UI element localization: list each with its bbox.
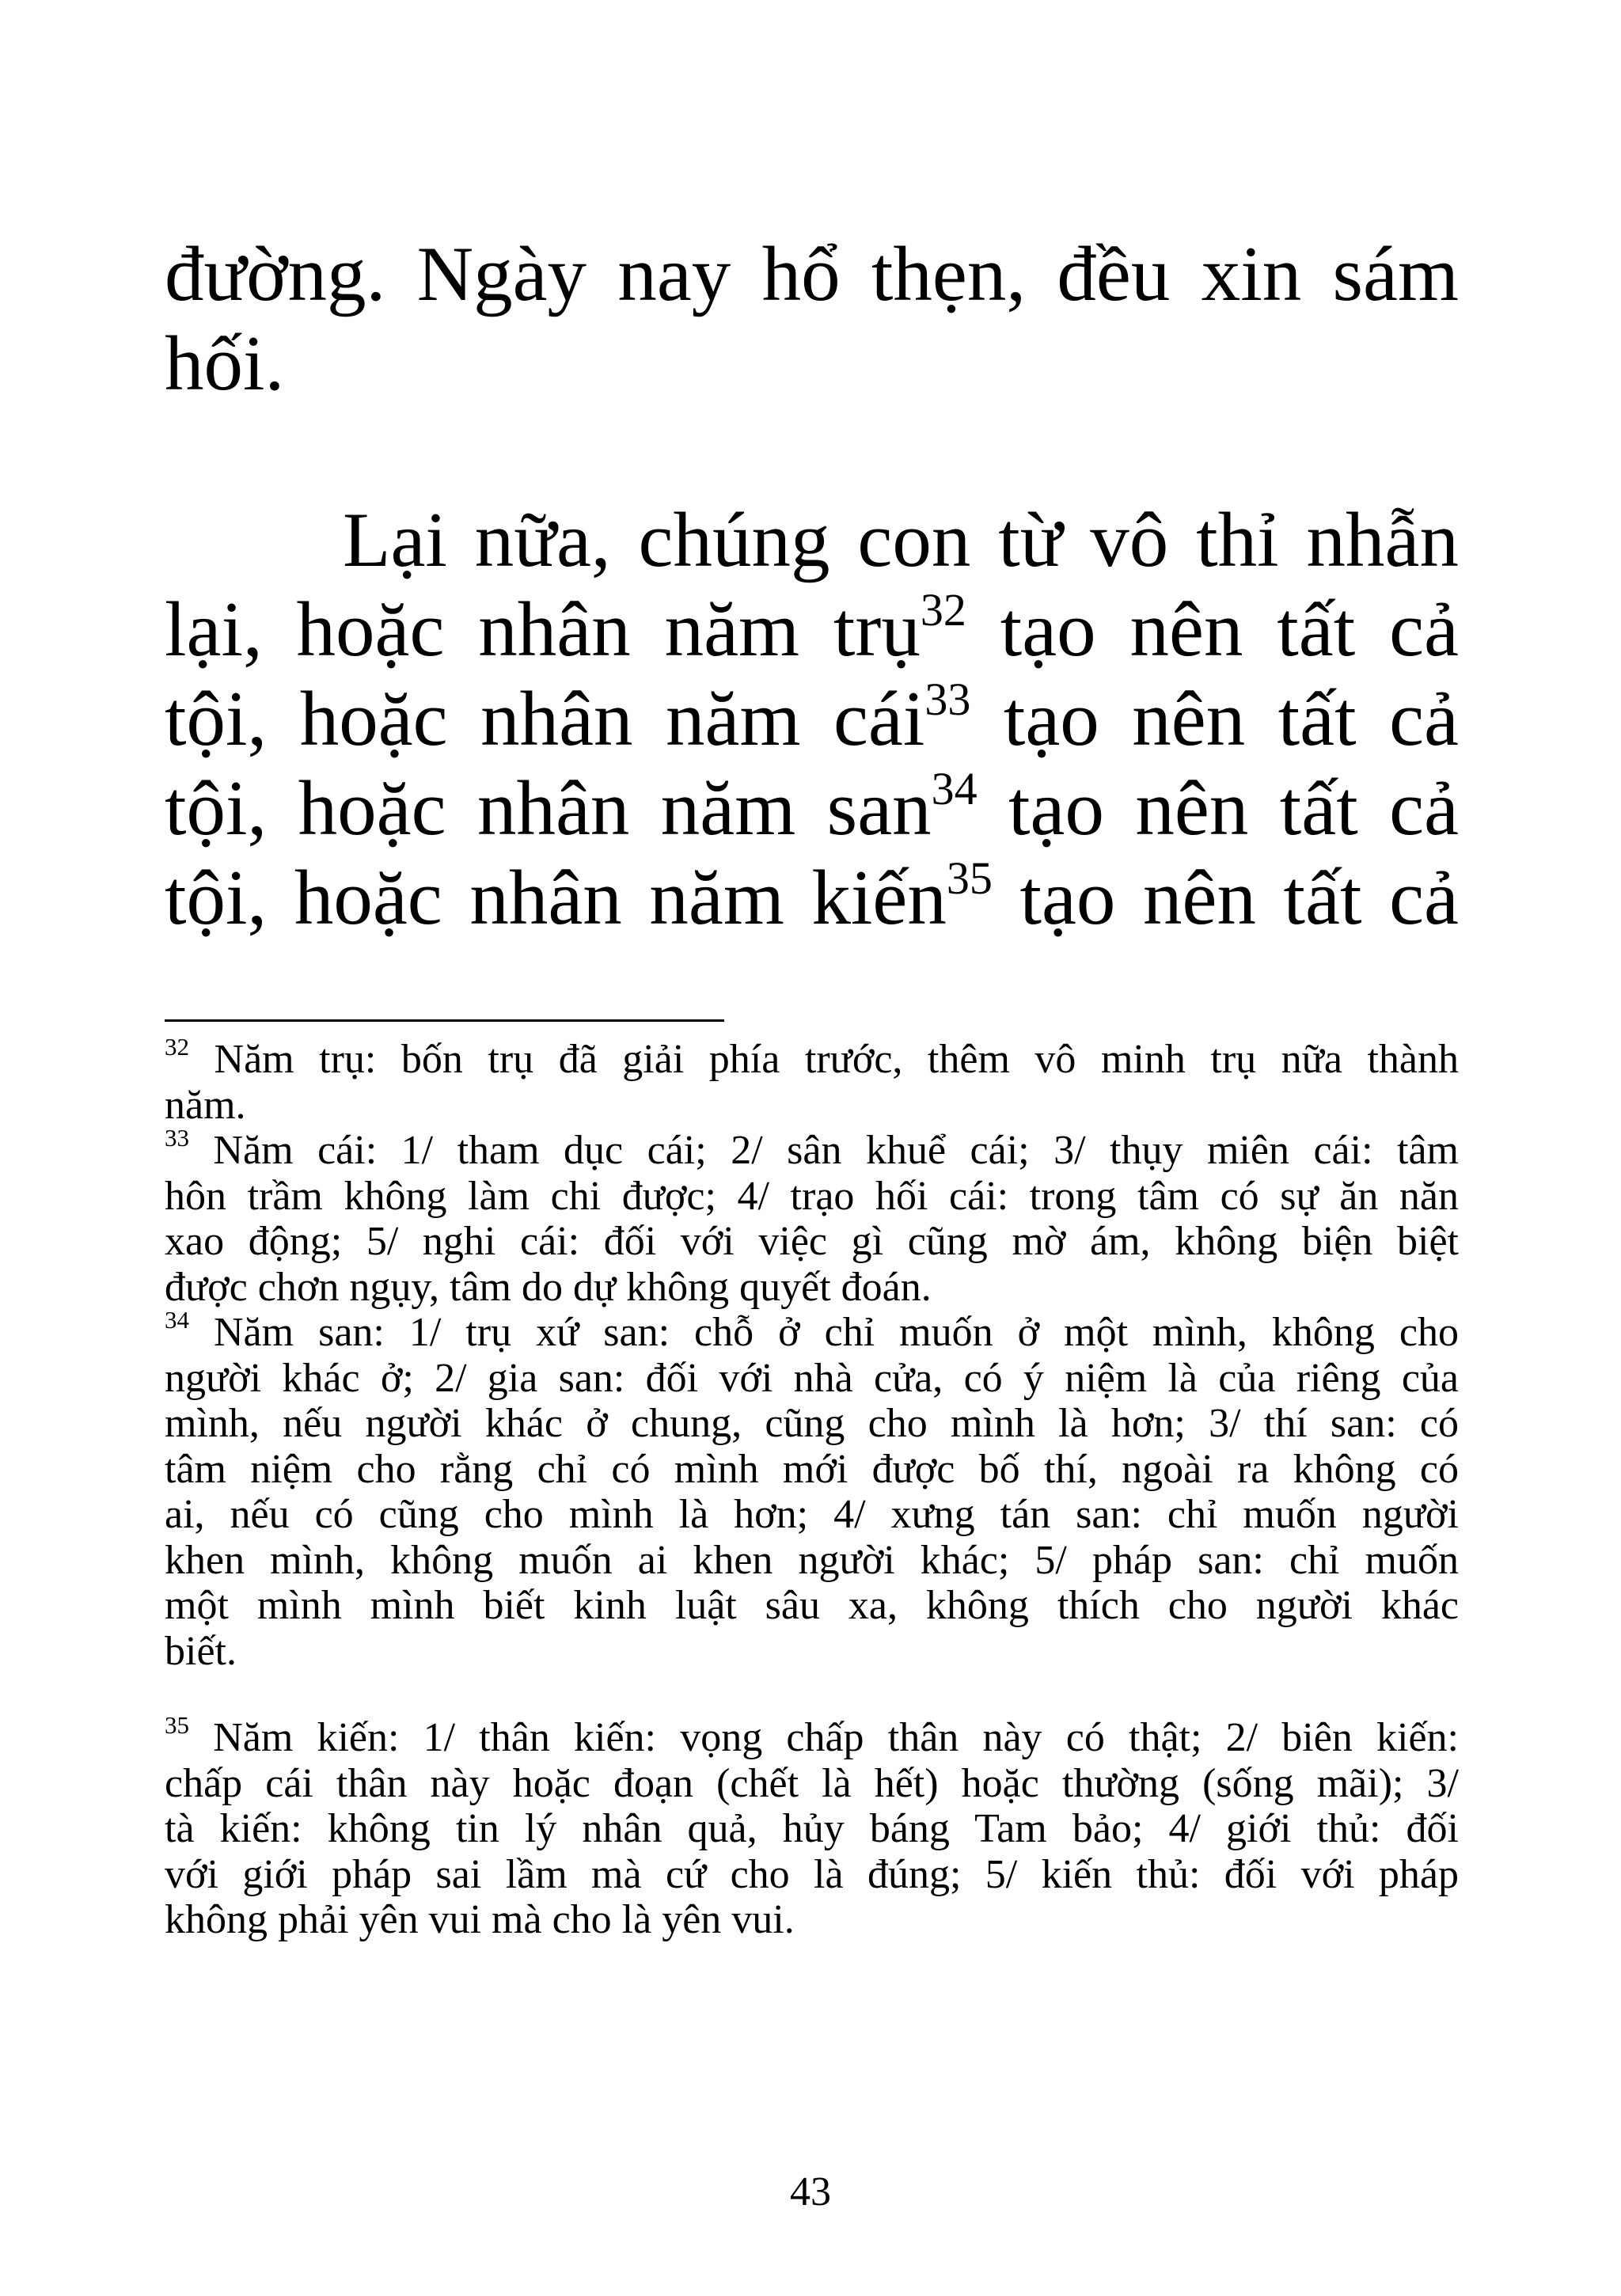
footnote-line: khen mình, không muốn ai khen người khác; 5/ pháp san: chỉ muốn (165, 1537, 1459, 1583)
footnote-ref-33: 33 (924, 674, 971, 725)
footnote-text: Năm cái: 1/ tham dục cái; 2/ sân khuể cái; 3/ thụy miên cái: tâm (189, 1128, 1459, 1173)
footnote-line: người khác ở; 2/ gia san: đối với nhà cửa, có ý niệm là của riêng của (165, 1355, 1459, 1401)
footnote-number: 35 (165, 1711, 189, 1739)
footnote-line (165, 1124, 1459, 1174)
footnote-line: ai, nếu có cũng cho mình là hơn; 4/ xưng tán san: chỉ muốn người (165, 1492, 1459, 1537)
main-line: Lại nữa, chúng con từ vô thỉ nhẫn (343, 497, 1459, 583)
footnote-ref-32: 32 (920, 584, 966, 636)
footnote-line: tà kiến: không tin lý nhân quả, hủy báng Tam bảo; 4/ giới thủ: đối (165, 1806, 1459, 1851)
footnote-34 (165, 1306, 1459, 1674)
footnote-line: năm. (165, 1082, 246, 1128)
main-line: đường. Ngày nay hổ thẹn, đều xin sám (165, 231, 1459, 317)
footnote-line: được chơn ngụy, tâm do dự không quyết đoán. (165, 1264, 932, 1310)
main-line-text: tạo nên tất cả (966, 586, 1459, 673)
footnote-line (165, 1306, 1459, 1356)
footnote-number: 33 (165, 1124, 189, 1152)
footnote-line: chấp cái thân này hoặc đoạn (chết là hết) hoặc thường (sống mãi); 3/ (165, 1760, 1459, 1806)
footnote-gap (165, 1674, 1459, 1715)
footnote-33 (165, 1124, 1459, 1310)
footnote-number: 32 (165, 1033, 189, 1061)
main-line (165, 853, 1459, 943)
footnote-line: hôn trầm không làm chi được; 4/ trạo hối cái: trong tâm có sự ăn năn (165, 1173, 1459, 1219)
footnote-line: xao động; 5/ nghi cái: đối với việc gì cũng mờ ám, không biện biệt (165, 1219, 1459, 1264)
footnote-line: với giới pháp sai lầm mà cứ cho là đúng; 5/ kiến thủ: đối với pháp (165, 1851, 1459, 1897)
footnote-text: Năm trụ: bốn trụ đã giải phía trước, thêm vô minh trụ nữa thành (189, 1037, 1459, 1082)
footnote-line: tâm niệm cho rằng chỉ có mình mới được bố thí, ngoài ra không có (165, 1446, 1459, 1492)
footnote-number: 34 (165, 1306, 189, 1334)
footnote-separator (165, 1019, 724, 1022)
footnote-line: một mình mình biết kinh luật sâu xa, không thích cho người khác (165, 1583, 1459, 1628)
footnote-35 (165, 1711, 1459, 1943)
footnote-text: Năm kiến: 1/ thân kiến: vọng chấp thân này có thật; 2/ biên kiến: (189, 1715, 1459, 1760)
footnote-line: mình, nếu người khác ở chung, cũng cho mình là hơn; 3/ thí san: có (165, 1401, 1459, 1446)
footnote-ref-35: 35 (946, 852, 993, 904)
main-line (165, 764, 1459, 853)
main-line-text: tội, hoặc nhân năm san (165, 765, 932, 852)
main-line-text: tội, hoặc nhân năm cái (165, 676, 925, 762)
main-line: hối. (165, 321, 285, 407)
main-line-text: tạo nên tất cả (970, 676, 1459, 762)
footnote-line: không phải yên vui mà cho là yên vui. (165, 1897, 795, 1942)
main-line (165, 674, 1459, 764)
main-line-text: lại, hoặc nhân năm trụ (165, 586, 921, 673)
footnote-line (165, 1711, 1459, 1761)
footnote-line: biết. (165, 1628, 237, 1674)
main-line-text: tội, hoặc nhân năm kiến (165, 855, 947, 941)
paragraph-gap (165, 408, 1459, 495)
main-line (165, 585, 1459, 674)
footnote-32 (165, 1033, 1459, 1128)
main-text (165, 230, 1459, 943)
footnote-ref-34: 34 (931, 763, 978, 814)
footnotes (165, 1033, 1459, 1943)
main-line-text: tạo nên tất cả (977, 765, 1459, 852)
footnote-line (165, 1033, 1459, 1083)
page-number: 43 (790, 2169, 831, 2214)
main-line-text: tạo nên tất cả (992, 855, 1459, 941)
footnote-text: Năm san: 1/ trụ xứ san: chỗ ở chỉ muốn ở một mình, không cho (189, 1310, 1459, 1355)
